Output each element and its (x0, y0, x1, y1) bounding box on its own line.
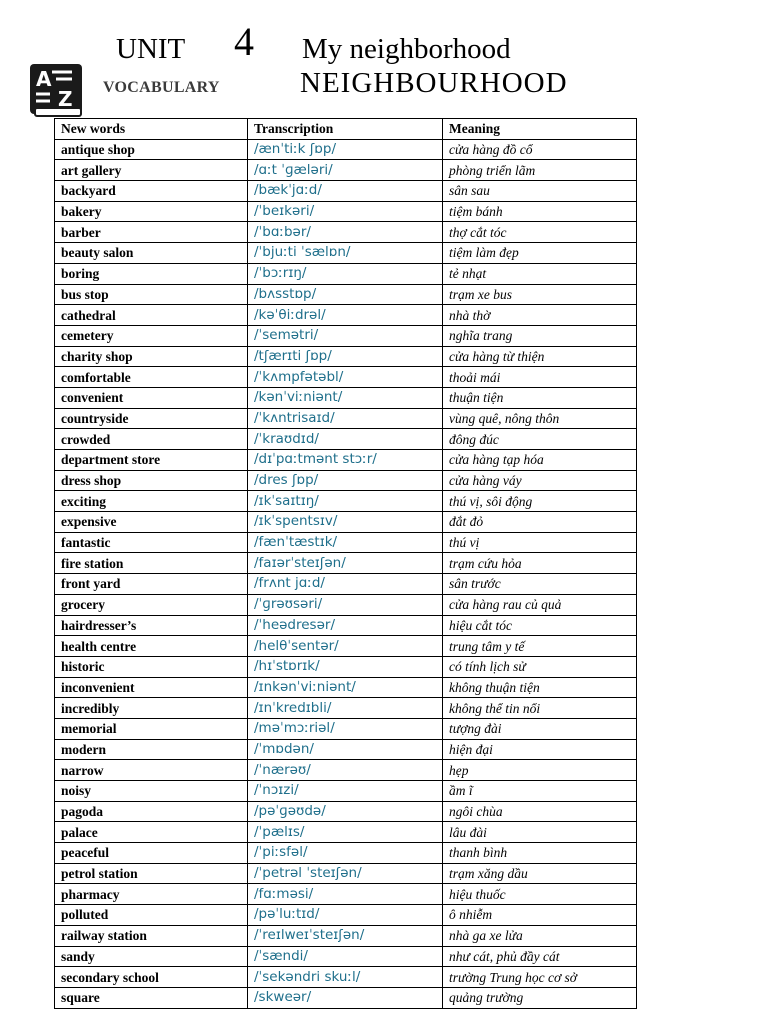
transcription-cell: /ɪkˈsaɪtɪŋ/ (248, 491, 443, 512)
meaning-cell: ầm ĩ (443, 781, 637, 802)
word-cell: countryside (55, 408, 248, 429)
table-row (55, 201, 637, 222)
table-row (55, 346, 637, 367)
table-header-row (55, 119, 637, 140)
vocabulary-heading: VOCABULARY (103, 79, 220, 96)
header-meaning: Meaning (443, 119, 637, 140)
meaning-cell: có tính lịch sử (443, 656, 637, 677)
transcription-cell: /ˈnærəʊ/ (248, 760, 443, 781)
transcription-cell: /hɪˈstɒrɪk/ (248, 656, 443, 677)
word-cell: convenient (55, 387, 248, 408)
word-cell: narrow (55, 760, 248, 781)
transcription-cell: /ˈsekəndri skuːl/ (248, 967, 443, 988)
word-cell: beauty salon (55, 243, 248, 264)
meaning-cell: thợ cắt tóc (443, 222, 637, 243)
transcription-cell: /ˈkʌmpfətəbl/ (248, 367, 443, 388)
word-cell: barber (55, 222, 248, 243)
table-row (55, 429, 637, 450)
meaning-cell: thoải mái (443, 367, 637, 388)
table-row (55, 677, 637, 698)
transcription-cell: /ˈbɔːrɪŋ/ (248, 263, 443, 284)
meaning-cell: quảng trường (443, 987, 637, 1008)
meaning-cell: đắt đỏ (443, 512, 637, 533)
table-row (55, 387, 637, 408)
transcription-cell: /ˈreɪlweɪˈsteɪʃən/ (248, 925, 443, 946)
word-cell: antique shop (55, 139, 248, 160)
transcription-cell: /ˈsændi/ (248, 946, 443, 967)
word-cell: crowded (55, 429, 248, 450)
meaning-cell: hiệu thuốc (443, 884, 637, 905)
meaning-cell: cửa hàng rau củ quả (443, 594, 637, 615)
meaning-cell: không thể tin nổi (443, 698, 637, 719)
meaning-cell: hẹp (443, 760, 637, 781)
word-cell: art gallery (55, 160, 248, 181)
word-cell: pharmacy (55, 884, 248, 905)
transcription-cell: /məˈmɔːriəl/ (248, 718, 443, 739)
meaning-cell: sân sau (443, 181, 637, 202)
table-row (55, 843, 637, 864)
icon-letter-z: Z (58, 87, 73, 111)
word-cell: pagoda (55, 801, 248, 822)
meaning-cell: thú vị, sôi động (443, 491, 637, 512)
word-cell: expensive (55, 512, 248, 533)
meaning-cell: thuận tiện (443, 387, 637, 408)
meaning-cell: đông đúc (443, 429, 637, 450)
word-cell: backyard (55, 181, 248, 202)
word-cell: polluted (55, 905, 248, 926)
transcription-cell: /bækˈjɑːd/ (248, 181, 443, 202)
transcription-cell: /ɪnˈkredɪbli/ (248, 698, 443, 719)
meaning-cell: trạm cứu hỏa (443, 553, 637, 574)
meaning-cell: ngôi chùa (443, 801, 637, 822)
word-cell: fire station (55, 553, 248, 574)
word-cell: historic (55, 656, 248, 677)
meaning-cell: nhà ga xe lửa (443, 925, 637, 946)
transcription-cell: /pəˈluːtɪd/ (248, 905, 443, 926)
transcription-cell: /ˈɡrəʊsəri/ (248, 594, 443, 615)
meaning-cell: trường Trung học cơ sở (443, 967, 637, 988)
meaning-cell: tẻ nhạt (443, 263, 637, 284)
word-cell: health centre (55, 636, 248, 657)
meaning-cell: như cát, phủ đầy cát (443, 946, 637, 967)
meaning-cell: nhà thờ (443, 305, 637, 326)
header-new-words: New words (55, 119, 248, 140)
transcription-cell: /ˈbjuːti ˈsælɒn/ (248, 243, 443, 264)
table-row (55, 574, 637, 595)
table-row (55, 139, 637, 160)
table-row (55, 470, 637, 491)
meaning-cell: cửa hàng váy (443, 470, 637, 491)
unit-title: My neighborhood (302, 33, 511, 65)
word-cell: fantastic (55, 532, 248, 553)
meaning-cell: thanh bình (443, 843, 637, 864)
table-row (55, 594, 637, 615)
transcription-cell: /kəˈθiːdrəl/ (248, 305, 443, 326)
unit-title-shadow-clip (300, 66, 590, 99)
meaning-cell: tiệm bánh (443, 201, 637, 222)
meaning-cell: vùng quê, nông thôn (443, 408, 637, 429)
word-cell: department store (55, 450, 248, 471)
transcription-cell: /ˈkʌntrisaɪd/ (248, 408, 443, 429)
table-row (55, 781, 637, 802)
word-cell: peaceful (55, 843, 248, 864)
table-row (55, 367, 637, 388)
transcription-cell: /ɪnkənˈviːniənt/ (248, 677, 443, 698)
table-row (55, 305, 637, 326)
vocabulary-table-body (55, 139, 637, 1008)
meaning-cell: cửa hàng đồ cổ (443, 139, 637, 160)
meaning-cell: phòng triển lãm (443, 160, 637, 181)
meaning-cell: cửa hàng từ thiện (443, 346, 637, 367)
meaning-cell: trung tâm y tế (443, 636, 637, 657)
table-row (55, 905, 637, 926)
word-cell: hairdresser’s (55, 615, 248, 636)
meaning-cell: nghĩa trang (443, 325, 637, 346)
transcription-cell: /ˈbɑːbər/ (248, 222, 443, 243)
meaning-cell: cửa hàng tạp hóa (443, 450, 637, 471)
table-row (55, 243, 637, 264)
vocabulary-table (54, 118, 637, 1009)
table-row (55, 181, 637, 202)
transcription-cell: /ˈnɔɪzi/ (248, 781, 443, 802)
transcription-cell: /ænˈtiːk ʃɒp/ (248, 139, 443, 160)
transcription-cell: /bʌsstɒp/ (248, 284, 443, 305)
transcription-cell: /tʃærɪti ʃɒp/ (248, 346, 443, 367)
transcription-cell: /fɑːməsi/ (248, 884, 443, 905)
transcription-cell: /ˈsemətri/ (248, 325, 443, 346)
word-cell: comfortable (55, 367, 248, 388)
transcription-cell: /ˈkraʊdɪd/ (248, 429, 443, 450)
meaning-cell: hiệu cắt tóc (443, 615, 637, 636)
table-row (55, 801, 637, 822)
transcription-cell: /ˈheədresər/ (248, 615, 443, 636)
table-row (55, 739, 637, 760)
table-row (55, 615, 637, 636)
table-row (55, 863, 637, 884)
meaning-cell: trạm xe bus (443, 284, 637, 305)
table-row (55, 636, 637, 657)
transcription-cell: /frʌnt jɑːd/ (248, 574, 443, 595)
word-cell: bakery (55, 201, 248, 222)
table-row (55, 656, 637, 677)
table-row (55, 512, 637, 533)
word-cell: secondary school (55, 967, 248, 988)
word-cell: grocery (55, 594, 248, 615)
word-cell: dress shop (55, 470, 248, 491)
table-row (55, 553, 637, 574)
transcription-cell: /ɪkˈspentsɪv/ (248, 512, 443, 533)
word-cell: cemetery (55, 325, 248, 346)
word-cell: front yard (55, 574, 248, 595)
table-row (55, 884, 637, 905)
table-row (55, 408, 637, 429)
table-row (55, 698, 637, 719)
meaning-cell: tiệm làm đẹp (443, 243, 637, 264)
table-row (55, 987, 637, 1008)
transcription-cell: /dɪˈpɑːtmənt stɔːr/ (248, 450, 443, 471)
word-cell: noisy (55, 781, 248, 802)
meaning-cell: sân trước (443, 574, 637, 595)
transcription-cell: /ˈbeɪkəri/ (248, 201, 443, 222)
word-cell: palace (55, 822, 248, 843)
table-row (55, 450, 637, 471)
unit-label: UNIT (116, 33, 186, 65)
word-cell: memorial (55, 718, 248, 739)
transcription-cell: /faɪərˈsteɪʃən/ (248, 553, 443, 574)
header-transcription: Transcription (248, 119, 443, 140)
table-row (55, 532, 637, 553)
meaning-cell: không thuận tiện (443, 677, 637, 698)
transcription-cell: /ɑːt ˈɡæləri/ (248, 160, 443, 181)
icon-letter-a: A (36, 67, 52, 91)
word-cell: petrol station (55, 863, 248, 884)
table-row (55, 718, 637, 739)
transcription-cell: /helθˈsentər/ (248, 636, 443, 657)
word-cell: railway station (55, 925, 248, 946)
word-cell: inconvenient (55, 677, 248, 698)
word-cell: modern (55, 739, 248, 760)
table-row (55, 760, 637, 781)
unit-number: 4 (234, 19, 254, 64)
word-cell: cathedral (55, 305, 248, 326)
transcription-cell: /fænˈtæstɪk/ (248, 532, 443, 553)
table-row (55, 822, 637, 843)
table-row (55, 263, 637, 284)
word-cell: charity shop (55, 346, 248, 367)
transcription-cell: /ˈmɒdən/ (248, 739, 443, 760)
unit-title-shadow: NEIGHBOURHOOD (300, 67, 568, 99)
word-cell: boring (55, 263, 248, 284)
table-row (55, 946, 637, 967)
word-cell: exciting (55, 491, 248, 512)
transcription-cell: /kənˈviːniənt/ (248, 387, 443, 408)
transcription-cell: /ˈpælɪs/ (248, 822, 443, 843)
meaning-cell: lâu đài (443, 822, 637, 843)
a-z-dictionary-book-icon (26, 62, 90, 120)
table-row (55, 925, 637, 946)
transcription-cell: /pəˈɡəʊdə/ (248, 801, 443, 822)
table-row (55, 284, 637, 305)
transcription-cell: /ˈpiːsfəl/ (248, 843, 443, 864)
transcription-cell: /skweər/ (248, 987, 443, 1008)
table-row (55, 491, 637, 512)
meaning-cell: ô nhiễm (443, 905, 637, 926)
transcription-cell: /dres ʃɒp/ (248, 470, 443, 491)
meaning-cell: hiện đại (443, 739, 637, 760)
table-row (55, 222, 637, 243)
table-row (55, 325, 637, 346)
word-cell: bus stop (55, 284, 248, 305)
transcription-cell: /ˈpetrəl ˈsteɪʃən/ (248, 863, 443, 884)
table-row (55, 160, 637, 181)
table-row (55, 967, 637, 988)
word-cell: square (55, 987, 248, 1008)
word-cell: sandy (55, 946, 248, 967)
meaning-cell: tượng đài (443, 718, 637, 739)
meaning-cell: thú vị (443, 532, 637, 553)
word-cell: incredibly (55, 698, 248, 719)
meaning-cell: trạm xăng dầu (443, 863, 637, 884)
